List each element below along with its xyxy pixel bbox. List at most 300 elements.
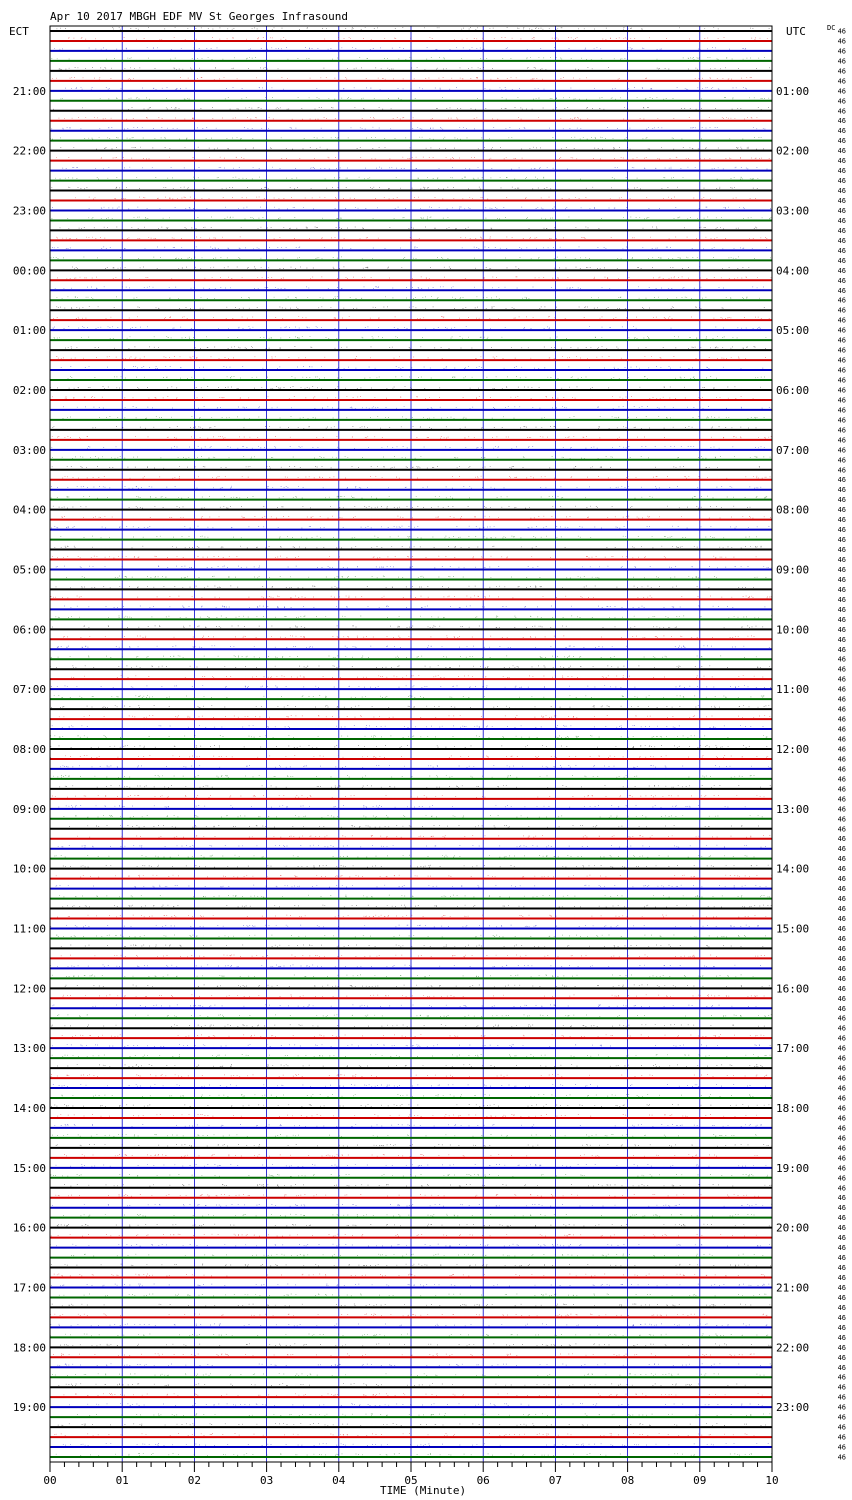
dc-value: 46 (837, 376, 846, 385)
trace-noise (63, 407, 770, 409)
dc-value: 46 (837, 117, 846, 126)
dc-value: 46 (837, 566, 846, 574)
dc-value: 46 (837, 1154, 846, 1163)
dc-value: 46 (837, 1274, 846, 1282)
trace-noise (54, 337, 767, 339)
trace-noise (58, 845, 773, 847)
dc-value: 46 (837, 1074, 846, 1083)
trace-noise (65, 347, 766, 349)
trace-noise (50, 1244, 770, 1246)
trace-noise (53, 327, 761, 329)
dc-value: 46 (837, 137, 846, 146)
dc-value: 46 (837, 1144, 846, 1153)
right-hour-label: 17:00 (776, 1042, 810, 1056)
trace-noise (71, 1254, 763, 1256)
left-hour-label: 06:00 (12, 623, 46, 637)
trace-noise (54, 1434, 772, 1436)
right-hour-labels (776, 85, 809, 1414)
x-tick-label: 01 (115, 1474, 129, 1487)
trace-noise (56, 307, 764, 309)
dc-value: 46 (837, 1204, 846, 1213)
dc-value: 46 (837, 815, 846, 824)
right-hour-label: 12:00 (776, 743, 810, 756)
trace-noise (57, 915, 766, 917)
trace-noise (61, 945, 763, 947)
dc-value: 46 (837, 795, 846, 804)
dc-value: 46 (837, 556, 846, 564)
dc-value: 46 (837, 935, 846, 943)
trace-noise (52, 426, 756, 428)
trace-noise (56, 1144, 772, 1146)
x-tick-label: 05 (404, 1474, 418, 1487)
trace-noise (51, 1105, 769, 1107)
trace-noise (51, 1284, 769, 1286)
dc-value: 46 (837, 1393, 846, 1402)
dc-value: 46 (837, 1064, 846, 1073)
dc-value: 46 (837, 745, 846, 754)
dc-value: 46 (837, 625, 846, 634)
trace-noise (51, 1025, 764, 1027)
trace-noise (55, 616, 771, 618)
dc-value: 46 (837, 994, 846, 1003)
trace-noise (60, 227, 758, 229)
right-hour-label: 10:00 (776, 623, 810, 637)
dc-value: 46 (837, 486, 846, 495)
dc-value: 46 (837, 406, 846, 415)
trace-noise (51, 496, 767, 498)
dc-value: 46 (837, 207, 846, 215)
trace-noise (58, 1424, 766, 1426)
chart-title: Apr 10 2017 MBGH EDF MV St Georges Infrasound (50, 10, 349, 23)
trace-noise (54, 48, 746, 50)
right-hour-label: 19:00 (776, 1161, 810, 1175)
trace-noise (62, 516, 771, 518)
dc-value: 46 (837, 1294, 846, 1302)
trace-noise (50, 666, 770, 668)
trace-noise (50, 965, 761, 967)
x-tick-label: 10 (765, 1474, 779, 1487)
dc-value: 46 (837, 1343, 846, 1352)
trace-noise (50, 756, 768, 758)
dc-value: 46 (837, 147, 846, 156)
dc-value: 46 (837, 1034, 846, 1043)
right-hour-label: 02:00 (776, 144, 810, 158)
left-hour-label: 01:00 (12, 324, 46, 338)
dc-value: 46 (837, 1114, 846, 1123)
x-tick-label: 09 (693, 1474, 707, 1487)
dc-value: 46 (837, 964, 846, 973)
dc-value: 46 (837, 1423, 846, 1432)
dc-value: 46 (837, 416, 846, 425)
left-hour-label: 13:00 (12, 1042, 46, 1056)
trace-noise (51, 446, 764, 448)
trace-noise (57, 646, 770, 648)
trace-noise (55, 287, 764, 289)
trace-noise (60, 765, 771, 767)
trace-noise (51, 57, 764, 59)
left-hour-label: 12:00 (12, 982, 46, 996)
trace-noise (50, 1324, 767, 1326)
right-hour-label: 03:00 (776, 204, 810, 218)
trace-noise (59, 117, 758, 119)
trace-noise (61, 955, 765, 957)
dc-value: 46 (837, 97, 846, 106)
trace-noise (62, 1035, 773, 1037)
left-hour-label: 03:00 (12, 443, 46, 457)
trace-noise (57, 28, 770, 30)
dc-value: 46 (837, 217, 846, 225)
trace-noise (54, 546, 761, 548)
dc-column (838, 28, 846, 1462)
dc-value: 46 (837, 1224, 846, 1233)
trace-noise (52, 456, 772, 458)
right-hour-label: 04:00 (776, 264, 810, 278)
dc-value: 46 (837, 675, 846, 684)
dc-value: 46 (837, 576, 846, 584)
trace-noise (66, 576, 766, 578)
trace-noise (56, 586, 754, 588)
trace-noise (59, 895, 770, 897)
dc-value: 46 (837, 1373, 846, 1382)
dc-value: 46 (837, 954, 846, 963)
dc-value: 46 (837, 1084, 846, 1093)
left-hour-label: 21:00 (12, 84, 46, 98)
trace-noise (59, 68, 770, 70)
dc-value: 46 (837, 1244, 846, 1253)
dc-value: 46 (837, 47, 846, 56)
trace-noise (77, 1414, 770, 1416)
trace-noise (53, 1354, 754, 1356)
left-hour-label: 18:00 (12, 1341, 46, 1355)
dc-value: 46 (837, 635, 846, 644)
dc-value: 46 (837, 835, 846, 844)
trace-noise (63, 636, 754, 638)
dc-value: 46 (837, 276, 846, 285)
dc-value: 46 (837, 865, 846, 874)
dc-value: 46 (837, 974, 846, 983)
right-hour-label: 23:00 (776, 1401, 810, 1415)
trace-noise (57, 1015, 772, 1017)
right-hour-label: 07:00 (776, 443, 810, 457)
dc-value: 46 (837, 177, 846, 186)
dc-value: 46 (837, 1254, 846, 1263)
dc-value: 46 (837, 735, 846, 744)
dc-value: 46 (837, 226, 846, 235)
left-hour-label: 15:00 (12, 1161, 46, 1175)
trace-noise (56, 875, 772, 877)
dc-value: 46 (837, 27, 846, 36)
trace-noise (50, 1314, 767, 1316)
x-axis-label: TIME (Minute) (380, 1484, 467, 1497)
dc-value: 46 (837, 476, 846, 485)
dc-value: 46 (837, 615, 846, 624)
dc-value: 46 (837, 197, 846, 205)
trace-noise (52, 77, 752, 79)
dc-value: 46 (837, 256, 846, 265)
trace-noise (61, 367, 763, 369)
trace-noise (57, 1115, 757, 1117)
trace-noise (62, 476, 770, 478)
dc-value: 46 (837, 1104, 846, 1113)
dc-value: 46 (837, 306, 846, 315)
dc-value: 46 (837, 77, 846, 86)
trace-noise (64, 815, 763, 817)
dc-value: 46 (837, 785, 846, 794)
dc-value: 46 (837, 1313, 846, 1322)
trace-noise (65, 985, 770, 987)
trace-noise (54, 855, 754, 857)
dc-value: 46 (837, 1433, 846, 1442)
dc-value: 46 (837, 645, 846, 654)
right-hour-label: 06:00 (776, 384, 810, 397)
x-tick-label: 03 (259, 1474, 274, 1487)
trace-noise (54, 696, 764, 698)
trace-noise (75, 197, 756, 199)
dc-value: 46 (837, 1044, 846, 1053)
dc-value: 46 (837, 885, 846, 894)
trace-noise (51, 486, 761, 488)
dc-value: 46 (837, 1284, 846, 1292)
trace-noise (51, 1075, 767, 1077)
trace-noise (69, 1404, 763, 1406)
dc-value: 46 (837, 127, 846, 136)
trace-noise (58, 1384, 772, 1386)
dc-value: 46 (837, 895, 846, 904)
dc-value: 46 (837, 107, 846, 116)
dc-value: 46 (837, 1134, 846, 1143)
trace-noise (52, 247, 767, 249)
trace-noise (62, 905, 771, 907)
x-tick-label: 00 (43, 1474, 57, 1487)
dc-value: 46 (837, 1413, 846, 1422)
trace-noise (62, 1095, 771, 1097)
trace-noise (55, 177, 773, 179)
left-hour-label: 16:00 (12, 1221, 46, 1235)
dc-value: 46 (837, 1363, 846, 1372)
dc-value: 46 (837, 984, 846, 993)
dc-value: 46 (837, 67, 846, 76)
trace-noise (56, 1454, 772, 1456)
dc-value: 46 (837, 396, 846, 405)
x-tick-label: 02 (187, 1474, 202, 1487)
right-hour-label: 16:00 (776, 982, 810, 996)
dc-value: 46 (837, 157, 846, 166)
dc-value: 46 (837, 386, 846, 395)
dc-value: 46 (837, 1353, 846, 1362)
left-hour-label: 00:00 (12, 264, 46, 278)
dc-value: 46 (837, 1264, 846, 1272)
right-hour-label: 15:00 (776, 922, 810, 936)
dc-value: 46 (837, 296, 846, 305)
dc-value: 46 (837, 1453, 846, 1462)
left-hour-label: 19:00 (12, 1401, 46, 1415)
dc-value: 46 (837, 1094, 846, 1103)
trace-noise (51, 656, 757, 658)
dc-value: 46 (837, 595, 846, 604)
trace-noise (50, 736, 767, 738)
dc-value: 46 (837, 187, 846, 195)
trace-noise (63, 865, 769, 867)
left-hour-label: 07:00 (12, 683, 46, 697)
dc-value: 46 (837, 526, 846, 535)
trace-noise (50, 387, 761, 389)
dc-value: 46 (837, 1014, 846, 1023)
left-hour-label: 05:00 (12, 563, 46, 577)
trace-noise (56, 885, 773, 887)
right-hour-label: 01:00 (776, 84, 810, 98)
left-hour-label: 22:00 (12, 144, 46, 158)
dc-value: 46 (837, 845, 846, 854)
dc-value: 46 (837, 546, 846, 554)
trace-noise (52, 975, 753, 977)
dc-value: 46 (837, 1024, 846, 1033)
dc-value: 46 (837, 496, 846, 505)
trace-noise (52, 466, 760, 468)
dc-value: 46 (837, 755, 846, 764)
trace-noise (52, 1135, 772, 1137)
trace-noise (52, 1374, 772, 1376)
trace-noise (60, 1344, 771, 1346)
dc-value: 46 (837, 725, 846, 734)
dc-value: 46 (837, 366, 846, 375)
trace-noise (68, 377, 765, 379)
dc-value: 46 (837, 316, 846, 325)
dc-value: 46 (837, 336, 846, 345)
dc-value: 46 (837, 37, 846, 46)
trace-noise (69, 825, 759, 827)
dc-value: 46 (837, 1303, 846, 1312)
dc-value: 46 (837, 905, 846, 913)
left-hour-label: 08:00 (12, 743, 46, 756)
trace-noise (56, 157, 770, 159)
dc-value: 46 (837, 506, 846, 515)
dc-value: 46 (837, 715, 846, 724)
dc-value: 46 (837, 805, 846, 814)
trace-noise (58, 805, 772, 807)
dc-value: 46 (837, 87, 846, 96)
trace-noise (59, 785, 772, 787)
dc-header: DC (827, 24, 836, 32)
trace-noise (52, 626, 763, 628)
left-hour-label: 14:00 (12, 1102, 46, 1115)
left-hour-label: 04:00 (12, 503, 46, 517)
dc-value: 46 (837, 1214, 846, 1223)
trace-noise (52, 1005, 756, 1007)
left-hour-label: 11:00 (12, 922, 46, 936)
right-hour-label: 22:00 (776, 1341, 810, 1355)
trace-noise (52, 397, 753, 399)
dc-value: 46 (837, 775, 846, 784)
left-hour-label: 17:00 (12, 1281, 46, 1295)
dc-value: 46 (837, 605, 846, 614)
dc-value: 46 (837, 665, 846, 674)
trace-noise (63, 416, 765, 418)
dc-value: 46 (837, 855, 846, 864)
right-hour-label: 09:00 (776, 563, 810, 577)
left-hour-label: 09:00 (12, 802, 46, 816)
dc-value: 46 (837, 1403, 846, 1412)
trace-noise (57, 1065, 763, 1067)
dc-value: 46 (837, 346, 846, 355)
dc-value: 46 (837, 1333, 846, 1342)
trace-noise (54, 1274, 765, 1276)
dc-value: 46 (837, 925, 846, 933)
trace-noise (52, 556, 772, 558)
right-hour-label: 05:00 (776, 324, 810, 338)
trace-noise (62, 167, 767, 169)
left-hour-label: 02:00 (12, 384, 46, 397)
trace-noise (59, 716, 770, 718)
trace-noise (63, 1444, 769, 1446)
right-hour-label: 18:00 (776, 1102, 810, 1115)
trace-noise (60, 536, 756, 538)
trace-noise (64, 1394, 763, 1396)
dc-value: 46 (837, 446, 846, 455)
trace-noise (55, 1194, 758, 1196)
trace-noise (51, 1234, 757, 1236)
trace-noise (51, 526, 769, 528)
dc-value: 46 (837, 1004, 846, 1013)
trace-noise (57, 1364, 771, 1366)
trace-noise (52, 726, 764, 728)
dc-value: 46 (837, 286, 846, 295)
dc-value: 46 (837, 236, 846, 245)
dc-value: 46 (837, 685, 846, 694)
trace-noise (53, 506, 750, 508)
dc-value: 46 (837, 915, 846, 923)
dc-value: 46 (837, 655, 846, 664)
dc-value: 46 (837, 705, 846, 714)
dc-value: 46 (837, 1383, 846, 1392)
x-tick-label: 07 (548, 1474, 563, 1487)
trace-noise (65, 87, 747, 89)
trace-noise (64, 1184, 772, 1186)
trace-noise (52, 795, 764, 797)
dc-value: 46 (837, 1184, 846, 1193)
trace-noise (52, 207, 771, 209)
dc-value: 46 (837, 585, 846, 594)
dc-value: 46 (837, 944, 846, 953)
trace-noise (57, 297, 760, 299)
dc-value: 46 (837, 1124, 846, 1133)
trace-noise (63, 1214, 754, 1216)
trace-noise (68, 38, 768, 40)
x-tick-label: 04 (332, 1474, 346, 1487)
dc-value: 46 (837, 825, 846, 834)
dc-value: 46 (837, 1164, 846, 1173)
left-axis-title: ECT (9, 25, 29, 38)
trace-noise (50, 1174, 768, 1176)
dc-value: 46 (837, 426, 846, 435)
right-hour-label: 13:00 (776, 802, 810, 816)
trace-noise (50, 1334, 768, 1336)
dc-value: 46 (837, 1174, 846, 1183)
dc-value: 46 (837, 326, 846, 335)
dc-value: 46 (837, 695, 846, 704)
trace-noise (71, 676, 763, 678)
trace-noise (53, 1085, 766, 1087)
dc-value: 46 (837, 356, 846, 365)
trace-noise (61, 97, 773, 99)
right-hour-label: 08:00 (776, 503, 810, 517)
trace-noise (50, 746, 767, 748)
trace-noise (51, 257, 773, 259)
trace-noise (50, 137, 761, 139)
dc-value: 46 (837, 765, 846, 774)
trace-noise (51, 187, 757, 189)
x-tick-label: 06 (476, 1474, 490, 1487)
left-hour-label: 10:00 (12, 862, 46, 876)
